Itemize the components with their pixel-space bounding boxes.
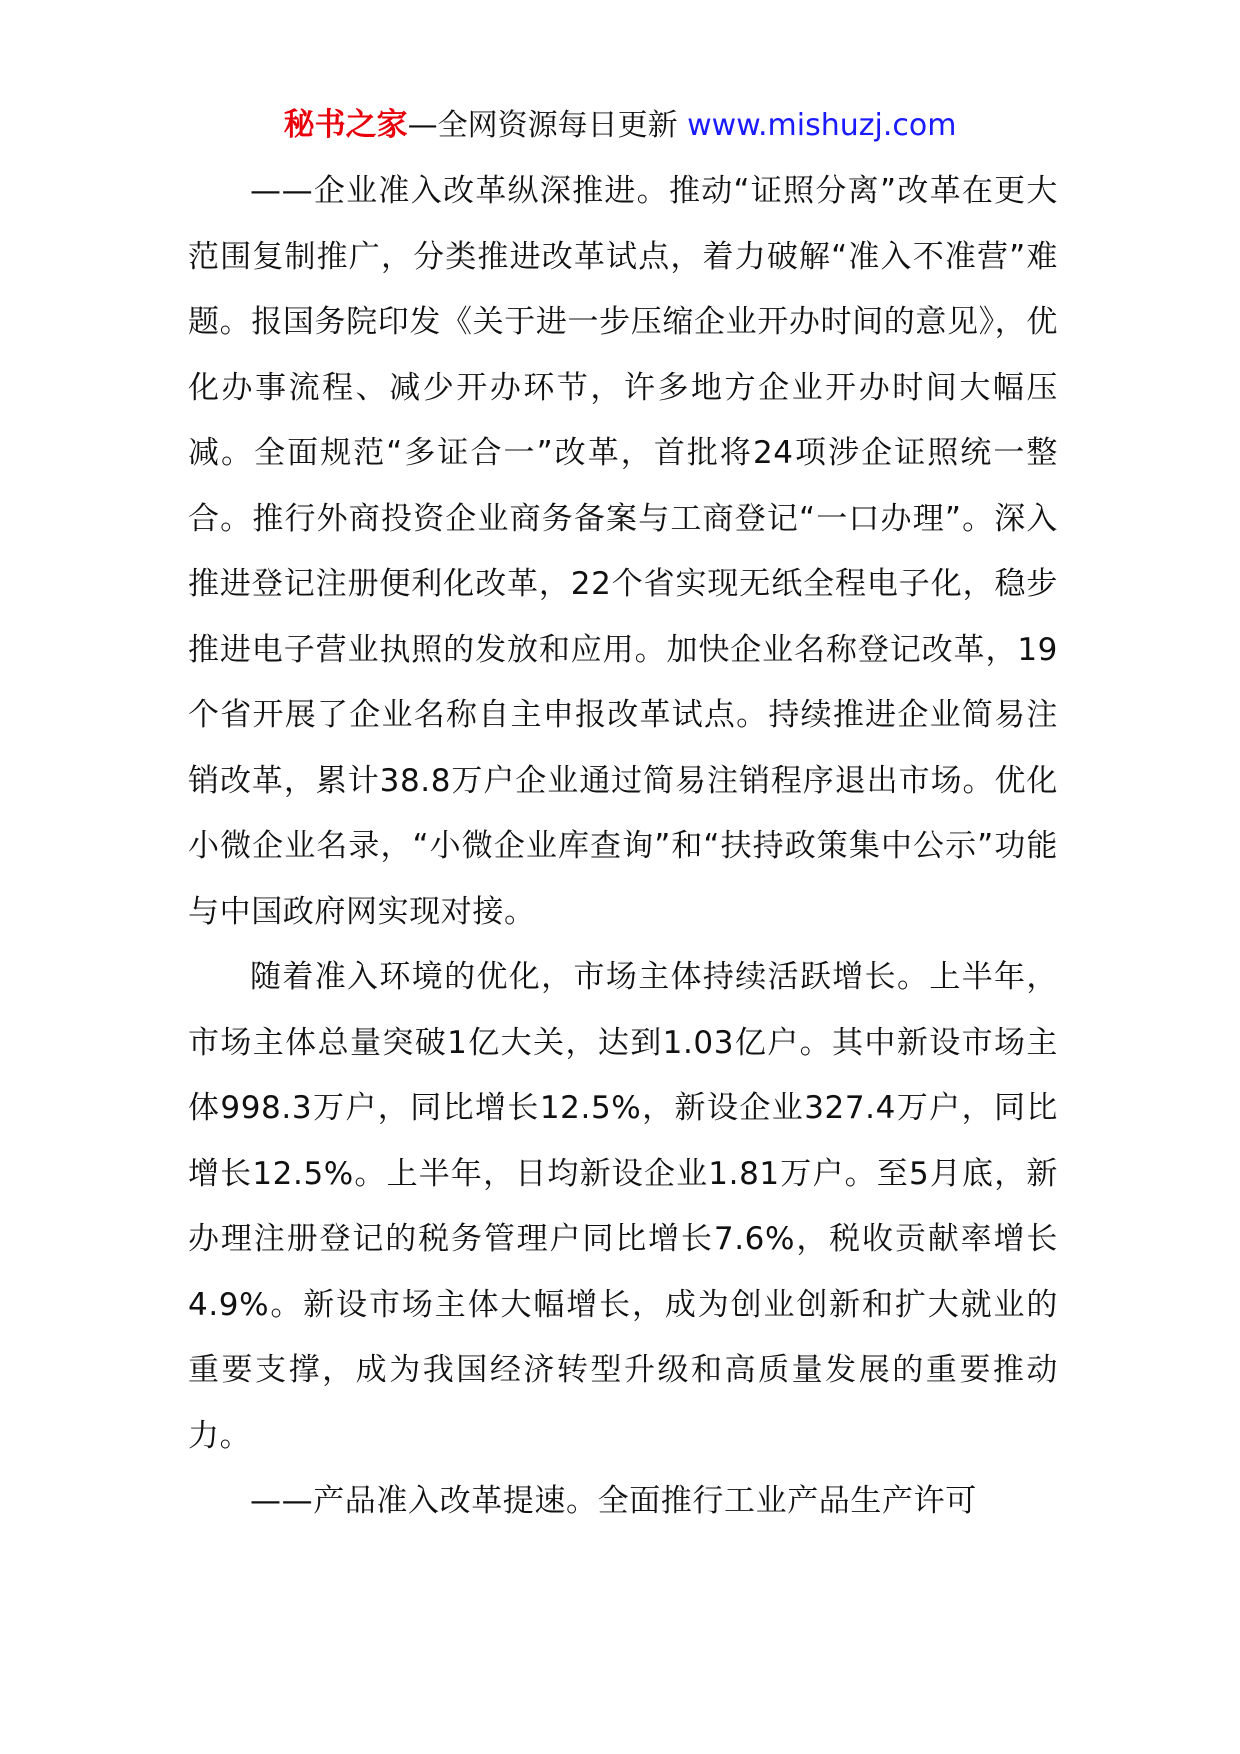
- site-tagline: —全网资源每日更新: [407, 108, 688, 143]
- page-header: [0, 101, 1240, 150]
- paragraph-market-entity-growth: 随着准入环境的优化，市场主体持续活跃增长。上半年，市场主体总量突破1亿大关，达到1.03亿户。其中新设市场主体998.3万户，同比增长12.5%，新设企业327.4万户，同比增长12.5%。上半年，日均新设企业1.81万户。至5月底，新办理注册登记的税务管理户同比增长7.6%，税收贡献率增长4.9%。新设市场主体大幅增长，成为创业创新和扩大就业的重要支撑，成为我国经济转型升级和高质量发展的重要推动力。: [188, 959, 1058, 1454]
- paragraph-enterprise-access-reform: ——企业准入改革纵深推进。推动“证照分离”改革在更大范围复制推广，分类推进改革试点，着力破解“准入不准营”难题。报国务院印发《关于进一步压缩企业开办时间的意见》，优化办事流程、减少开办环节，许多地方企业开办时间大幅压减。全面规范“多证合一”改革，首批将24项涉企证照统一整合。推行外商投资企业商务备案与工商登记“一口办理”。深入推进登记注册便利化改革，22个省实现无纸全程电子化，稳步推进电子营业执照的发放和应用。加快企业名称登记改革，19个省开展了企业名称自主申报改革试点。持续推进企业简易注销改革，累计38.8万户企业通过简易注销程序退出市场。优化小微企业名录，“小微企业库查询”和“扶持政策集中公示”功能与中国政府网实现对接。: [188, 173, 1058, 930]
- site-url[interactable]: www.mishuzj.com: [687, 108, 957, 143]
- document-body: [188, 159, 1058, 1535]
- paragraph-product-access-reform: ——产品准入改革提速。全面推行工业产品生产许可: [250, 1483, 977, 1519]
- site-brand: 秘书之家: [283, 107, 408, 143]
